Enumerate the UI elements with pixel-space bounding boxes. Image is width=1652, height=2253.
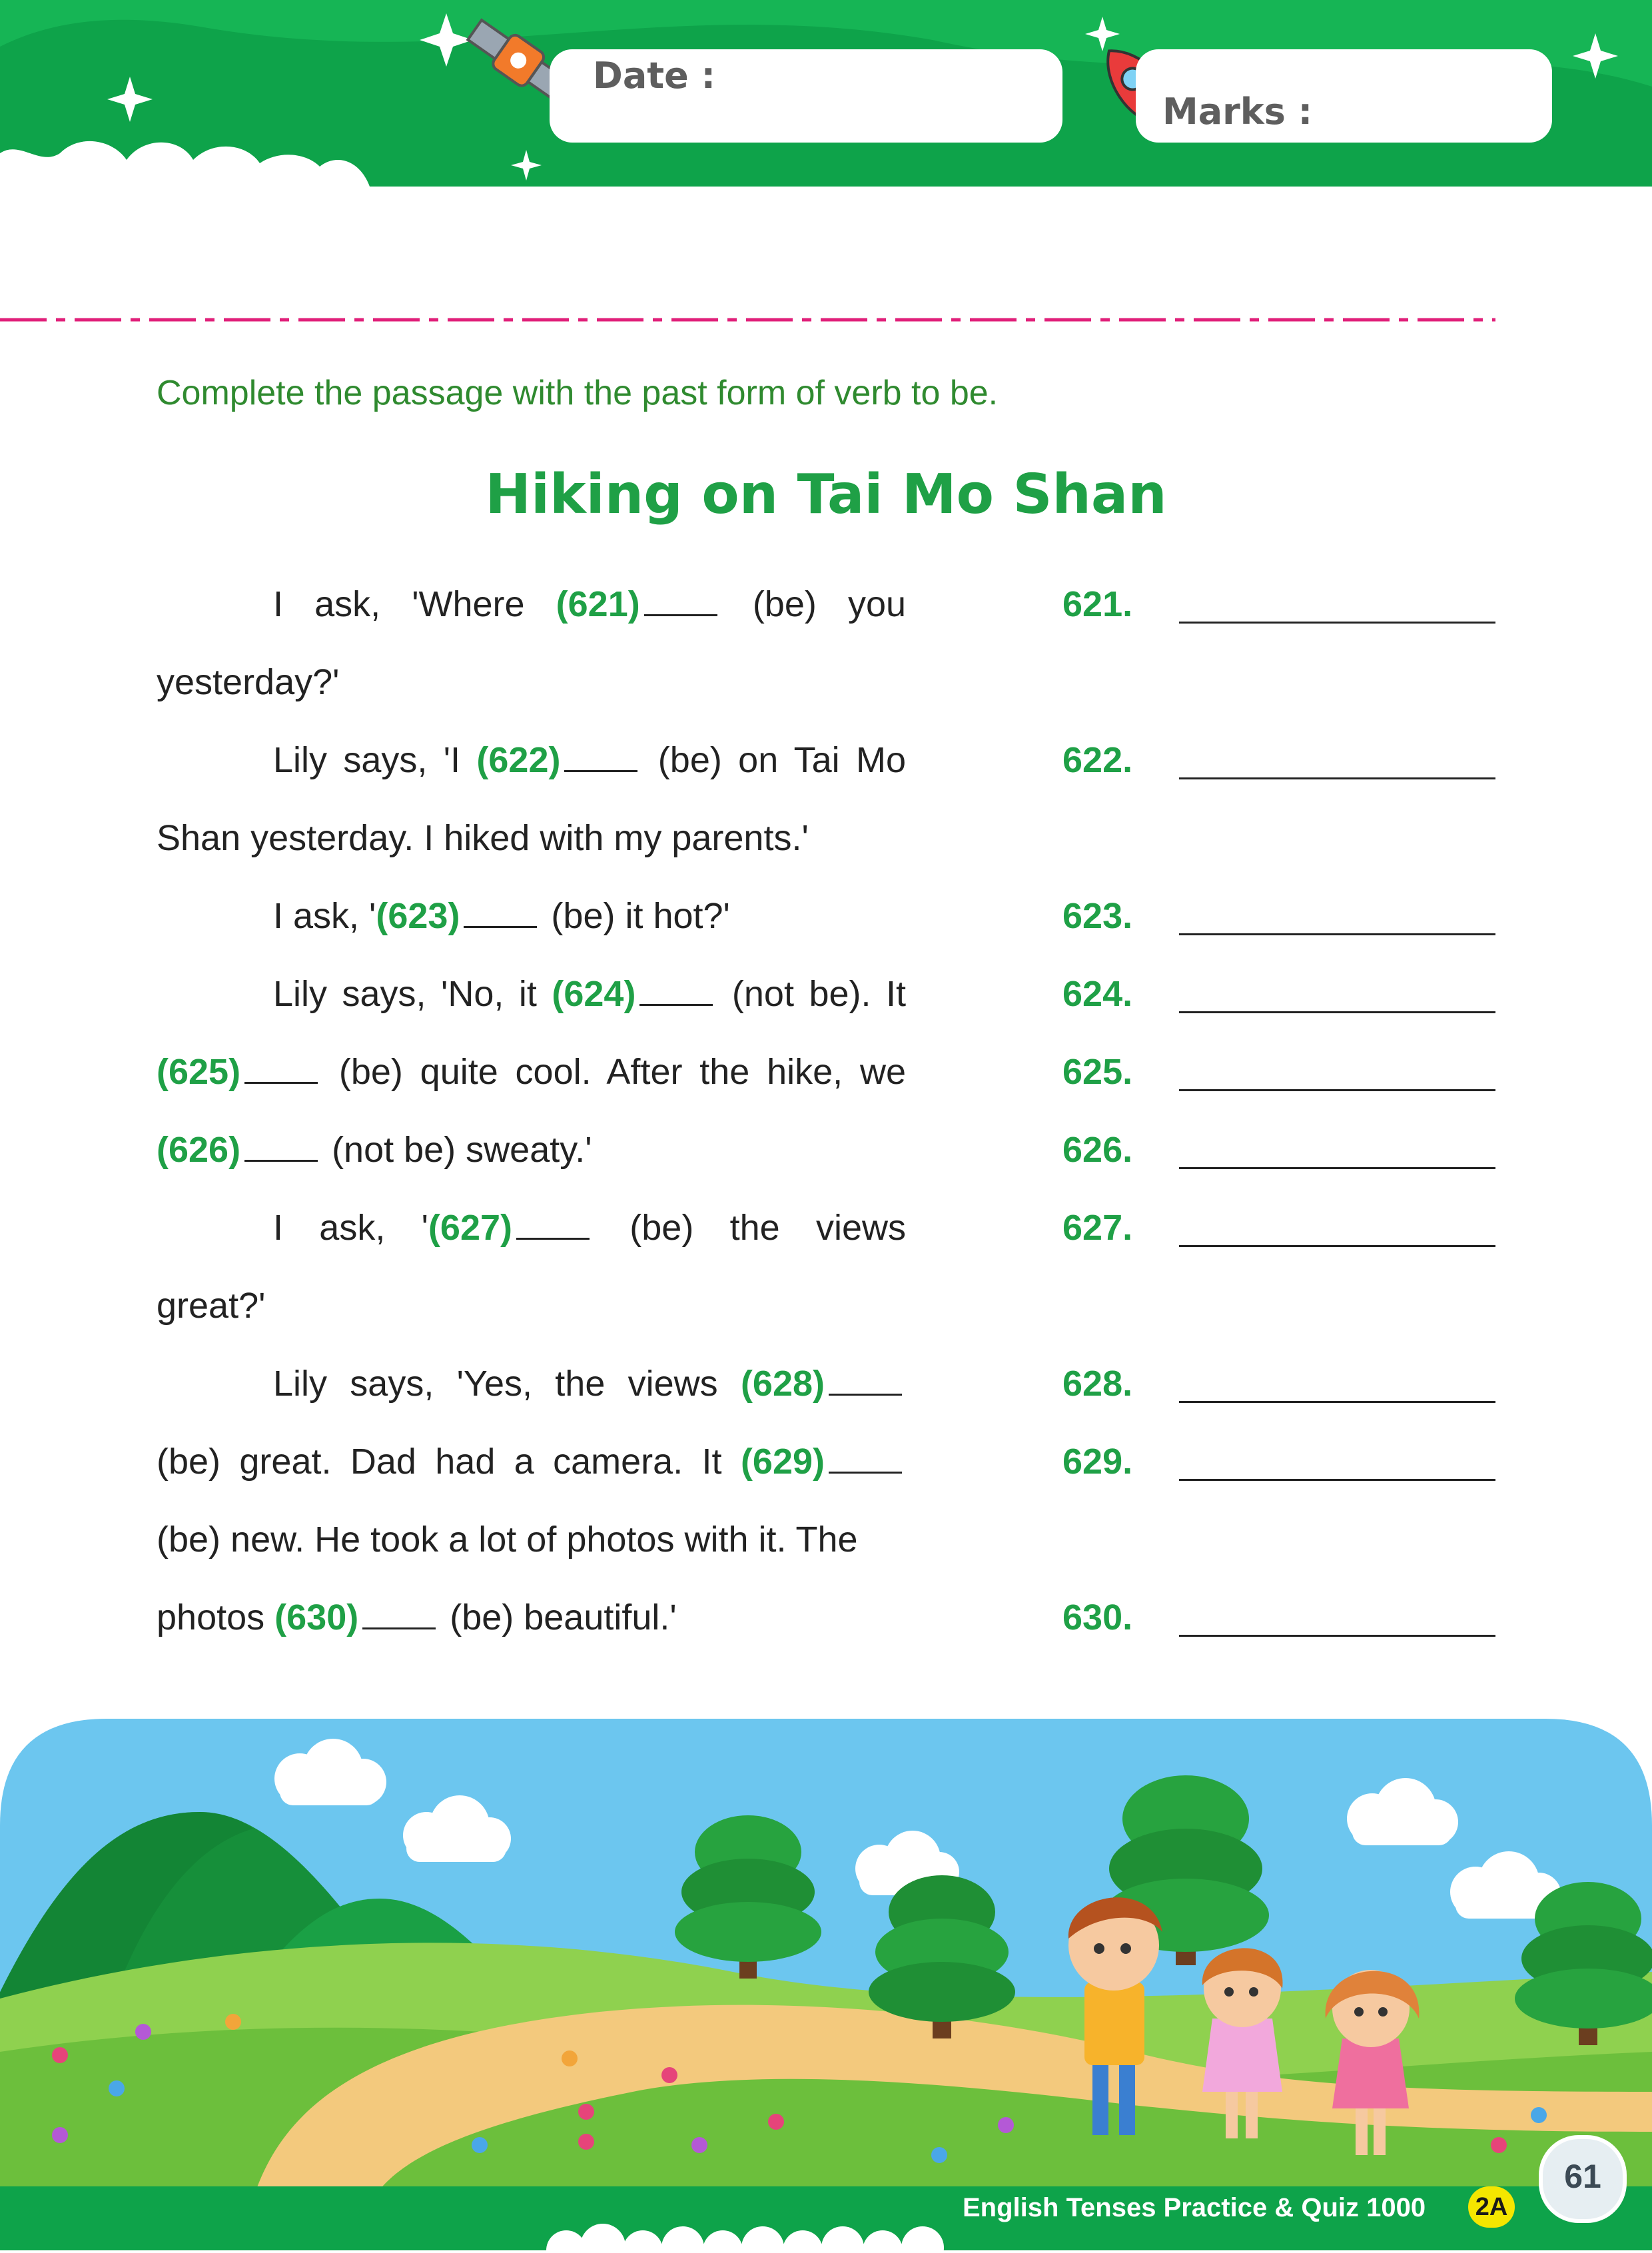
answer-blank [244, 1126, 318, 1162]
question-number: (624) [552, 974, 636, 1014]
page-number: 61 [1539, 2135, 1627, 2223]
answer-number: 623. [1062, 896, 1133, 936]
answer-number: 630. [1062, 1597, 1133, 1637]
answer-line[interactable] [1179, 1401, 1495, 1403]
answer-line[interactable] [1179, 1167, 1495, 1169]
answer-line[interactable] [1179, 622, 1495, 624]
flower [135, 2024, 151, 2040]
flower [1531, 2107, 1547, 2123]
passage-line: Lily says, 'Yes, the views (628) [157, 1350, 906, 1417]
flower [768, 2114, 784, 2130]
question-number: (629) [740, 1442, 825, 1482]
question-number: (625) [157, 1052, 241, 1092]
passage-line: Shan yesterday. I hiked with my parents.' [157, 818, 809, 858]
level-badge: 2A [1468, 2186, 1515, 2228]
question-number: (630) [274, 1597, 359, 1637]
flower [52, 2127, 68, 2143]
answer-number: 629. [1062, 1442, 1133, 1482]
passage-line: great?' [157, 1286, 266, 1326]
question-number: (626) [157, 1130, 241, 1170]
passage-line: (625) (be) quite cool. After the hike, we [157, 1039, 906, 1105]
flower [691, 2137, 707, 2153]
answer-line[interactable] [1179, 1635, 1495, 1637]
answer-number: 624. [1062, 974, 1133, 1014]
answer-blank [829, 1360, 902, 1396]
answer-blank [639, 971, 713, 1006]
passage-line: I ask, '(627) (be) the views [157, 1194, 906, 1261]
flower [578, 2104, 594, 2120]
answer-line[interactable] [1179, 1089, 1495, 1091]
passage-line: (626) (not be) sweaty.' [157, 1117, 906, 1183]
flower [472, 2137, 488, 2153]
flower [998, 2117, 1014, 2133]
marks-field[interactable] [1136, 49, 1552, 143]
answer-blank [564, 737, 637, 772]
answer-blank [829, 1438, 902, 1474]
book-title: English Tenses Practice & Quiz 1000 [963, 2193, 1426, 2222]
passage-title: Hiking on Tai Mo Shan [485, 463, 1167, 526]
answer-number: 626. [1062, 1130, 1133, 1170]
answer-number: 627. [1062, 1208, 1133, 1248]
date-field[interactable] [550, 49, 1062, 143]
flower [931, 2147, 947, 2163]
flower [578, 2134, 594, 2150]
passage-line: I ask, '(623) (be) it hot?' [157, 883, 906, 949]
answer-line[interactable] [1179, 777, 1495, 779]
flower [52, 2047, 68, 2063]
answer-number: 621. [1062, 584, 1133, 624]
date-label: Date : [593, 55, 716, 97]
answer-line[interactable] [1179, 1011, 1495, 1013]
page-header [0, 0, 1652, 187]
answer-blank [362, 1594, 436, 1629]
answer-blank [244, 1049, 318, 1084]
flower [109, 2080, 125, 2096]
passage-line: Lily says, 'No, it (624) (not be). It [157, 961, 906, 1027]
instruction-text: Complete the passage with the past form of verb to be. [157, 374, 999, 412]
hiking-scene-illustration [0, 1719, 1652, 2198]
answer-line[interactable] [1179, 1245, 1495, 1247]
passage-line: (be) new. He took a lot of photos with it. The [157, 1520, 858, 1560]
flower [562, 2050, 578, 2066]
passage-line: yesterday?' [157, 662, 340, 702]
answer-number: 628. [1062, 1364, 1133, 1404]
answer-blank [464, 893, 537, 928]
question-number: (621) [556, 584, 640, 624]
question-number: (628) [740, 1364, 825, 1404]
answer-number: 625. [1062, 1052, 1133, 1092]
dashed-divider [0, 313, 1652, 326]
answer-line[interactable] [1179, 1479, 1495, 1481]
passage-line: photos (630) (be) beautiful.' [157, 1584, 906, 1651]
flower [225, 2014, 241, 2030]
passage-line: Lily says, 'I (622) (be) on Tai Mo [157, 727, 906, 793]
question-number: (627) [428, 1208, 512, 1248]
passage-line: (be) great. Dad had a camera. It (629) [157, 1428, 906, 1495]
flower [661, 2067, 677, 2083]
answer-line[interactable] [1179, 933, 1495, 935]
answer-blank [644, 581, 717, 616]
flower [1491, 2137, 1507, 2153]
marks-label: Marks : [1162, 91, 1313, 133]
answer-blank [516, 1204, 590, 1240]
answer-number: 622. [1062, 740, 1133, 780]
passage-line: I ask, 'Where (621) (be) you [157, 571, 906, 638]
question-number: (623) [376, 896, 460, 936]
question-number: (622) [476, 740, 561, 780]
